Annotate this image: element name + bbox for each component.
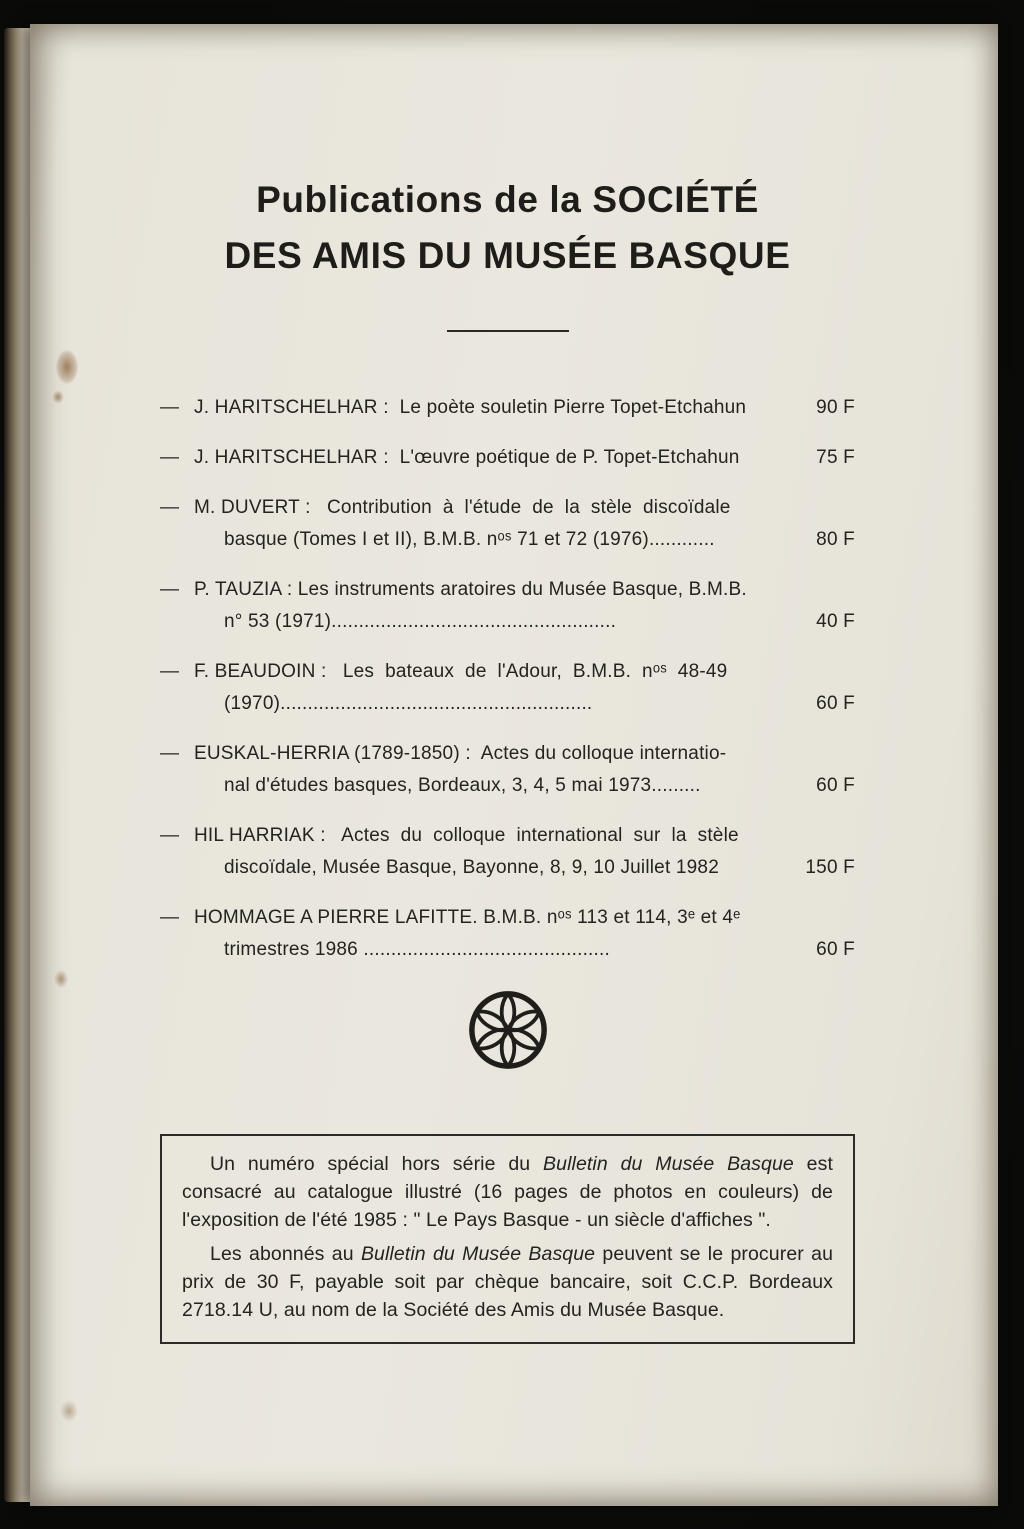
item-line-1: M. DUVERT : Contribution à l'étude de la stèle discoïdale (194, 497, 731, 518)
foxing-stain (60, 1400, 78, 1422)
item-line-2: (1970)......................................................... (224, 693, 593, 714)
publication-list (160, 392, 855, 966)
item-price: 80 F (816, 529, 855, 550)
item-line-2: basque (Tomes I et II), B.M.B. nᵒˢ 71 et 72 (1976)............ (224, 529, 715, 550)
publication-item (160, 656, 855, 720)
notice-p2-pre: Les abonnés au (210, 1243, 361, 1265)
item-line-2: nal d'études basques, Bordeaux, 3, 4, 5 mai 1973......... (224, 775, 701, 796)
publication-item (160, 574, 855, 638)
item-line-2: n° 53 (1971).................................................... (224, 611, 617, 632)
item-price: 60 F (816, 775, 855, 796)
item-line-2: discoïdale, Musée Basque, Bayonne, 8, 9, 10 Juillet 1982 (224, 857, 719, 878)
item-dash: — (160, 825, 180, 846)
notice-p1-post: est consacré au catalogue illustré (16 pages de photos en couleurs) de l'exposition de l'été 1985 : " Le Pays Basque - un siècle d'affiches ". (182, 1153, 833, 1231)
item-line-1: HIL HARRIAK : Actes du colloque international sur la stèle (194, 825, 739, 846)
title-line-2: DES AMIS DU MUSÉE BASQUE (224, 235, 791, 276)
publication-item (160, 442, 855, 474)
item-text (194, 574, 777, 638)
item-dash: — (160, 907, 180, 928)
notice-p1-bulletin-title: Bulletin du Musée Basque (543, 1153, 794, 1175)
item-line-1: J. HARITSCHELHAR : L'œuvre poétique de P. Topet-Etchahun (194, 447, 740, 468)
item-price: 75 F (816, 447, 855, 468)
item-line-2: trimestres 1986 ............................................. (224, 939, 610, 960)
notice-p2-post: peuvent se le procurer au prix de 30 F, payable soit par chèque bancaire, soit C.C.P. Bordeaux 2718.14 U, au nom de la Société des Amis du Musée Basque. (182, 1243, 834, 1321)
publication-item (160, 738, 855, 802)
item-text (194, 902, 777, 966)
notice-paragraph-1 (182, 1150, 833, 1234)
item-dash: — (160, 579, 180, 600)
publication-item (160, 820, 855, 884)
item-price: 90 F (816, 397, 855, 418)
item-dash: — (160, 497, 180, 518)
item-text (194, 442, 777, 474)
publication-item (160, 392, 855, 424)
item-dash: — (160, 447, 180, 468)
item-text (194, 656, 777, 720)
item-line-1: HOMMAGE A PIERRE LAFITTE. B.M.B. nᵒˢ 113 et 114, 3ᵉ et 4ᵉ (194, 907, 741, 928)
publication-item (160, 902, 855, 966)
hexafoil-rosette-svg (466, 988, 550, 1072)
item-price: 40 F (816, 611, 855, 632)
notice-p2-bulletin-title: Bulletin du Musée Basque (360, 1243, 596, 1265)
item-text (194, 492, 777, 556)
item-line-1: EUSKAL-HERRIA (1789-1850) : Actes du colloque internatio- (194, 743, 727, 764)
book-page (30, 24, 998, 1506)
special-issue-notice-box (160, 1134, 855, 1344)
page-title (160, 172, 855, 284)
page-content (30, 24, 998, 1344)
item-dash: — (160, 397, 180, 418)
item-text (194, 392, 777, 424)
item-dash: — (160, 743, 180, 764)
notice-paragraph-2 (182, 1240, 833, 1324)
item-price: 150 F (805, 857, 855, 878)
item-text (194, 738, 777, 802)
item-price: 60 F (816, 693, 855, 714)
item-dash: — (160, 661, 180, 682)
publication-item (160, 492, 855, 556)
item-line-1: J. HARITSCHELHAR : Le poète souletin Pierre Topet-Etchahun (194, 397, 747, 418)
title-line-1: Publications de la SOCIÉTÉ (256, 179, 759, 220)
title-divider (447, 330, 569, 332)
item-text (194, 820, 777, 884)
hexafoil-rosette-icon (466, 988, 550, 1072)
item-line-1: F. BEAUDOIN : Les bateaux de l'Adour, B.M.B. nᵒˢ 48-49 (194, 661, 728, 682)
item-line-1: P. TAUZIA : Les instruments aratoires du Musée Basque, B.M.B. (194, 579, 747, 600)
notice-p1-pre: Un numéro spécial hors série du (210, 1153, 544, 1175)
item-price: 60 F (816, 939, 855, 960)
